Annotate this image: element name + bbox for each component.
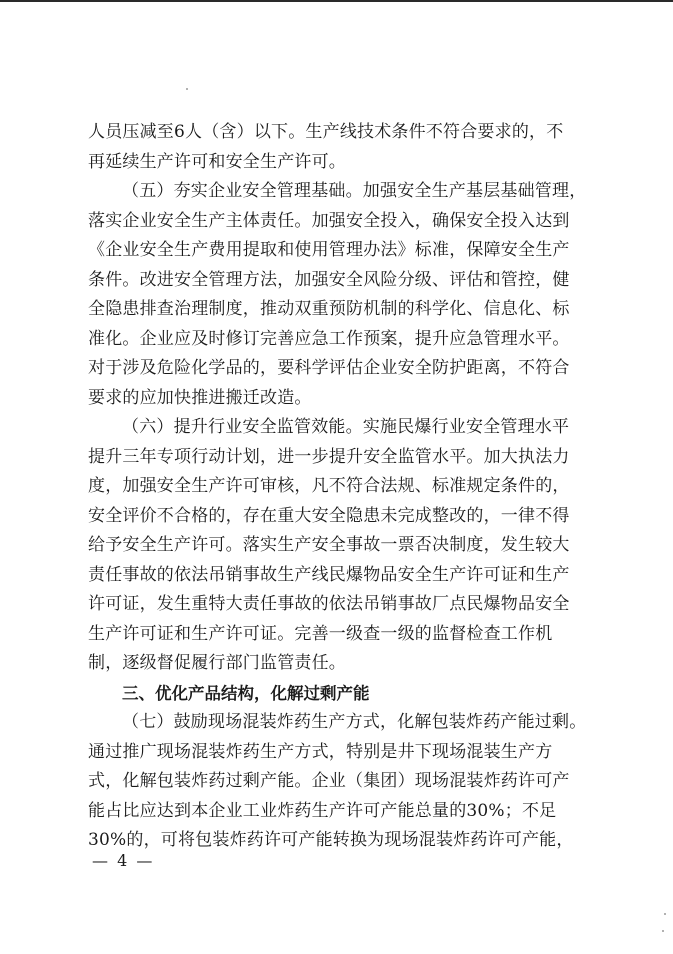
scan-speck: [664, 913, 666, 915]
text-line: （五）夯实企业安全管理基础。加强安全生产基层基础管理，: [122, 181, 587, 201]
text-line: （六）提升行业安全监管效能。实施民爆行业安全管理水平: [122, 417, 570, 437]
text-line: （七）鼓励现场混装炸药生产方式，化解包装炸药产能过剩。: [122, 712, 587, 732]
section-heading: [88, 679, 588, 709]
text-line: 式，化解包装炸药过剩产能。企业（集团）现场混装炸药许可产: [88, 771, 570, 791]
text-line: 通过推广现场混装炸药生产方式，特别是井下现场混装生产方: [88, 741, 553, 762]
paragraph: [88, 708, 588, 856]
text-line: 许可证，发生重特大责任事故的依法吊销事故厂点民爆物品安全: [88, 594, 570, 614]
text-line: 《企业安全生产费用提取和使用管理办法》标准，保障安全生产: [88, 240, 570, 260]
text-line: 生产许可证和生产许可证。完善一级查一级的监督检查工作机: [88, 623, 553, 644]
page-number: — 4 —: [92, 851, 155, 870]
text-line: 条件。改进安全管理方法，加强安全风险分级、评估和管控，健: [88, 269, 570, 290]
document-body: [88, 118, 588, 856]
text-line: 准化。企业应及时修订完善应急工作预案，提升应急管理水平。: [88, 328, 570, 349]
text-line: 全隐患排查治理制度，推动双重预防机制的科学化、信息化、标: [88, 299, 570, 319]
text-line: 度，加强安全生产许可审核，凡不符合法规、标准规定条件的，: [88, 476, 570, 496]
text-line: 给予安全生产许可。落实生产安全事故一票否决制度，发生较大: [88, 535, 570, 555]
text-line: 再延续生产许可和安全生产许可。: [88, 151, 346, 172]
text-line: 提升三年专项行动计划，进一步提升安全监管水平。加大执法力: [88, 446, 570, 467]
top-border-line: [0, 0, 673, 2]
paragraph: [88, 177, 588, 413]
text-line: 责任事故的依法吊销事故生产线民爆物品安全生产许可证和生产: [88, 564, 570, 585]
text-line: 能占比应达到本企业工业炸药生产许可产能总量的30%；不足: [88, 800, 557, 821]
text-line: 人员压减至6人（含）以下。生产线技术条件不符合要求的，不: [88, 122, 564, 142]
paragraph: [88, 413, 588, 679]
text-line: 要求的应加快推进搬迁改造。: [88, 387, 312, 408]
scan-speck: [662, 930, 664, 932]
paragraph: [88, 118, 588, 177]
text-line: 30%的，可将包装炸药许可产能转换为现场混装炸药许可产能，: [88, 830, 574, 850]
heading-text: 三、优化产品结构，化解过剩产能: [122, 683, 370, 703]
scan-speck: [186, 88, 188, 90]
text-line: 安全评价不合格的，存在重大安全隐患未完成整改的，一律不得: [88, 505, 570, 526]
text-line: 对于涉及危险化学品的，要科学评估企业安全防护距离，不符合: [88, 358, 570, 378]
text-line: 落实企业安全生产主体责任。加强安全投入，确保安全投入达到: [88, 210, 570, 231]
text-line: 制，逐级督促履行部门监管责任。: [88, 653, 346, 673]
